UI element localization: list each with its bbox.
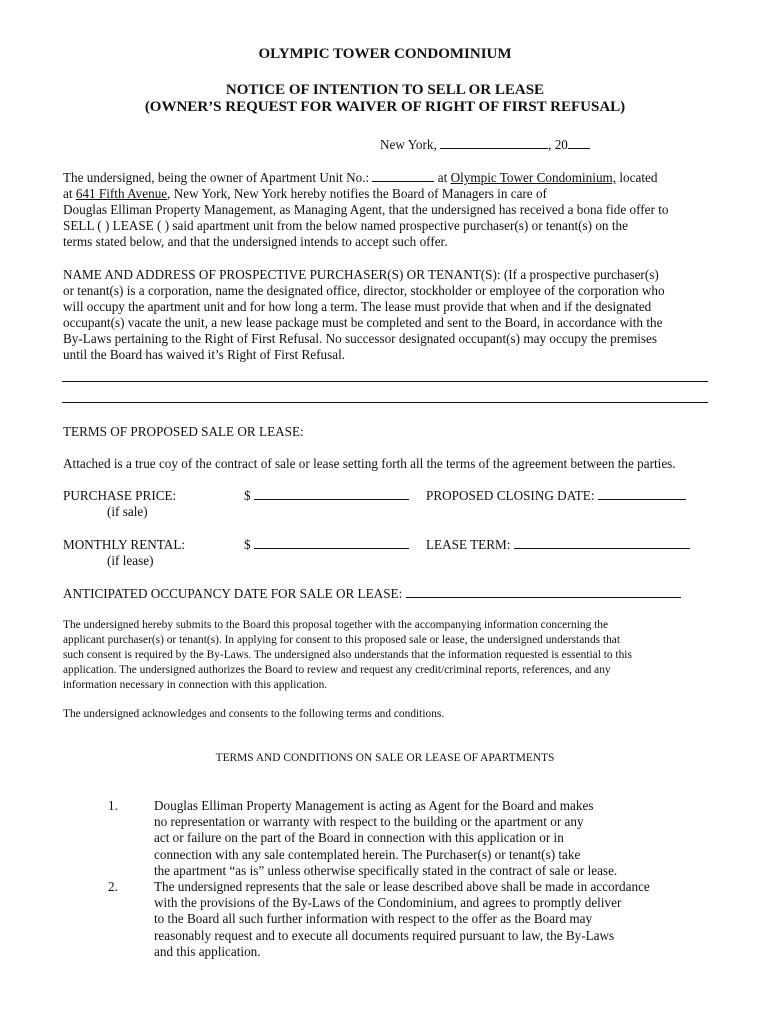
date-field[interactable] [440, 138, 548, 149]
purchaser-line-6: until the Board has waived it’s Right of First Refusal. [63, 347, 346, 362]
conditions-heading: TERMS AND CONDITIONS ON SALE OR LEASE OF APARTMENTS [215, 752, 555, 764]
intro-line-1 [63, 170, 657, 186]
submission-line-1: The undersigned hereby submits to the Board this proposal together with the accompanying information concerning the [63, 619, 609, 631]
intro-line-3: Douglas Elliman Property Management, as Managing Agent, that the undersigned has received a bona fide offer to [63, 202, 669, 217]
submission-line-3: such consent is required by the By-Laws. The undersigned also understands that the information requested is essential to this [63, 649, 632, 661]
closing-date-label: PROPOSED CLOSING DATE: [426, 488, 595, 503]
monthly-rental-label: MONTHLY RENTAL: [63, 537, 186, 552]
submission-line-4: application. The undersigned authorizes the Board to review and request any credit/criminal reports, references, and any [63, 664, 611, 676]
condition-line: Douglas Elliman Property Management is acting as Agent for the Board and makes [154, 798, 594, 813]
building-title: OLYMPIC TOWER CONDOMINIUM [258, 46, 512, 62]
currency-symbol: $ [244, 537, 251, 552]
date-prefix: New York, [380, 137, 437, 152]
submission-line-2: applicant purchaser(s) or tenant(s). In applying for consent to this proposed sale or lease, the undersigned understands that [63, 634, 621, 646]
condition-line: The undersigned represents that the sale or lease described above shall be made in accordance [154, 879, 650, 894]
condition-line: connection with any sale contemplated herein. The Purchaser(s) or tenant(s) take [154, 846, 581, 862]
notice-title: NOTICE OF INTENTION TO SELL OR LEASE [225, 82, 545, 98]
purchase-price-label: PURCHASE PRICE: [63, 488, 177, 503]
occupancy-label: ANTICIPATED OCCUPANCY DATE FOR SALE OR LEASE: [63, 586, 403, 601]
occupancy-field [63, 586, 681, 602]
purchase-price-note: (if sale) [107, 504, 148, 519]
acknowledge-line: The undersigned acknowledges and consents to the following terms and conditions. [63, 708, 445, 720]
purchaser-entry-line-2[interactable] [62, 402, 708, 403]
intro-text: located [619, 170, 658, 185]
currency-symbol: $ [244, 488, 251, 503]
condition-line: to the Board all such further information with respect to the offer as the Board may [154, 911, 593, 927]
monthly-rental-input[interactable] [254, 538, 409, 549]
intro-line-2 [63, 186, 547, 202]
intro-text: , New York, New York hereby notifies the Board of Managers in care of [167, 186, 547, 201]
purchaser-line-1: NAME AND ADDRESS OF PROSPECTIVE PURCHASER(S) OR TENANT(S): (If a prospective purchaser(s) [63, 267, 659, 282]
condition-line: and this application. [154, 943, 261, 959]
year-field[interactable] [568, 138, 590, 149]
date-year-prefix: , 20 [548, 137, 568, 152]
purchaser-line-3: will occupy the apartment unit and for how long a term. The lease must provide that when and if the designated [63, 299, 652, 314]
intro-line-4: SELL ( ) LEASE ( ) said apartment unit from the below named prospective purchaser(s) or tenant(s) on the [63, 218, 628, 233]
lease-term-input[interactable] [514, 538, 690, 549]
monthly-rental-field [244, 537, 409, 553]
intro-text: at [63, 186, 73, 201]
condition-number-1: 1. [108, 798, 118, 813]
condition-line: reasonably request and to execute all documents required pursuant to law, the By-Laws [154, 927, 615, 943]
terms-heading: TERMS OF PROPOSED SALE OR LEASE: [63, 424, 304, 439]
submission-line-5: information necessary in connection with this application. [63, 679, 328, 691]
lease-term-label: LEASE TERM: [426, 537, 511, 552]
purchaser-line-4: occupant(s) vacate the unit, a new lease package must be completed and sent to the Board, in accordance with the [63, 315, 663, 330]
intro-text: The undersigned, being the owner of Apartment Unit No.: [63, 170, 370, 185]
attached-note: Attached is a true coy of the contract of sale or lease setting forth all the terms of the agreement between the parties. [63, 456, 676, 471]
lease-term-field [426, 537, 690, 553]
closing-date-field [426, 488, 686, 504]
purchase-price-field [244, 488, 409, 504]
occupancy-date-input[interactable] [406, 587, 681, 598]
building-address: 641 Fifth Avenue [75, 186, 168, 201]
condition-number-2: 2. [108, 879, 118, 894]
condition-line: act or failure on the part of the Board in connection with this application or in [154, 830, 564, 846]
monthly-rental-note: (if lease) [107, 553, 154, 568]
condition-line: with the provisions of the By-Laws of the Condominium, and agrees to promptly deliver [154, 895, 622, 911]
purchaser-entry-line-1[interactable] [62, 381, 708, 382]
condition-line: the apartment “as is” unless otherwise specifically stated in the contract of sale or lease. [154, 862, 618, 878]
purchase-price-input[interactable] [254, 489, 409, 500]
purchaser-line-2: or tenant(s) is a corporation, name the designated office, director, stockholder or employee of the corporation who [63, 283, 665, 298]
notice-subtitle: (OWNER’S REQUEST FOR WAIVER OF RIGHT OF FIRST REFUSAL) [144, 99, 626, 115]
closing-date-input[interactable] [598, 489, 686, 500]
purchaser-line-5: By-Laws pertaining to the Right of First Refusal. No successor designated occupant(s) may occupy the premises [63, 331, 658, 346]
condo-name: Olympic Tower Condominium, [450, 170, 617, 185]
unit-number-field[interactable] [372, 171, 434, 182]
condition-item-1 [154, 798, 617, 879]
intro-line-5: terms stated below, and that the undersigned intends to accept such offer. [63, 234, 448, 249]
condition-item-2 [154, 879, 650, 960]
condition-line: no representation or warranty with respect to the building or the apartment or any [154, 814, 584, 830]
intro-text: at [437, 170, 448, 185]
date-line [380, 137, 590, 153]
